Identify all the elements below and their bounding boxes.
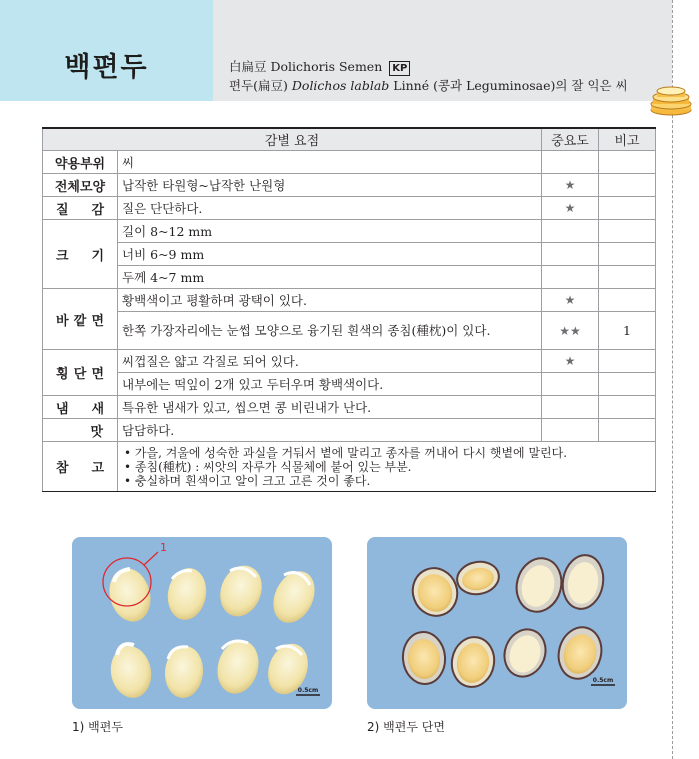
seed-section [401,630,447,685]
table-row [43,220,656,243]
photo-seeds [72,537,332,709]
header-main: 감별 요점 [43,128,542,151]
scale-label: 0.5cm [297,687,319,694]
definition-prefix: 편두(扁豆) [229,78,288,93]
subtitle-line [229,57,410,76]
table-row [43,197,656,220]
reference-item: • 가을, 겨울에 성숙한 과실을 거둬서 볕에 말리고 종자를 꺼내어 다시 햇볕에 말린다. [124,446,651,460]
label-shape: 전체모양 [43,174,118,197]
seed-section [406,562,464,622]
seed-section [553,622,607,683]
seed [164,565,210,623]
seed [104,564,157,627]
cell-size-length: 길이 8~12 mm [118,220,542,243]
star-texture: ★ [542,197,599,220]
cell-size-thickness: 두께 4~7 mm [118,266,542,289]
cell-part: 씨 [118,151,542,174]
cell-taste: 담담하다. [118,419,542,442]
reference-item: • 충실하며 흰색이고 알이 크고 고른 것이 좋다. [124,474,651,488]
kp-badge: KP [389,61,410,76]
definition-scientific: Dolichos lablab [291,78,390,93]
cell-size-width: 너비 6~9 mm [118,243,542,266]
label-section: 횡 단 면 [43,350,118,396]
definition-line [229,76,628,94]
table-row [43,243,656,266]
photo-cross-sections [367,537,627,709]
cell-surface-2: 한쪽 가장자리에는 눈썹 모양으로 융기된 흰색의 종침(種枕)이 있다. [118,312,542,350]
seed-section [559,552,608,612]
star-section-1: ★ [542,350,599,373]
seed-section [455,559,502,598]
seed [107,643,155,701]
seed-section [511,553,567,617]
table-row [43,442,656,492]
seed-section [498,624,552,683]
identification-table [42,127,656,492]
caption-photo-1: 1) 백편두 [72,720,123,734]
seed [265,564,322,629]
star-shape: ★ [542,174,599,197]
seed [213,560,268,623]
caption-photo-2: 2) 백편두 단면 [367,720,445,734]
reference-item: • 종침(種枕) : 씨앗의 자루가 식물체에 붙어 있는 부분. [124,460,651,474]
label-part: 약용부위 [43,151,118,174]
header-importance: 중요도 [542,128,599,151]
book-stack-icon [648,84,694,116]
label-surface: 바 깥 면 [43,289,118,350]
cell-reference [118,442,656,492]
page-title: 백편두 [64,52,149,83]
seed-section [448,634,498,691]
subtitle-hanja: 白扁豆 [229,59,267,74]
hilum-marker-line [144,552,158,565]
label-reference: 참 고 [43,442,118,492]
cell-odor: 특유한 냄새가 있고, 씹으면 콩 비린내가 난다. [118,396,542,419]
seed [163,644,205,699]
table-row [43,174,656,197]
label-size: 크 기 [43,220,118,289]
header-note: 비고 [599,128,656,151]
cell-texture: 질은 단단하다. [118,197,542,220]
label-texture: 질 감 [43,197,118,220]
table-row [43,289,656,312]
hilum-marker-label: 1 [160,541,167,554]
title-box [0,0,213,101]
table-row [43,151,656,174]
table-row [43,373,656,396]
table-row [43,396,656,419]
definition-rest: Linné (콩과 Leguminosae)의 잘 익은 씨 [393,78,628,93]
cell-shape: 납작한 타원형~납작한 난원형 [118,174,542,197]
table-row [43,350,656,373]
note-surface-2: 1 [599,312,656,350]
seed [212,636,265,699]
cell-surface-1: 황백색이고 평활하며 광택이 있다. [118,289,542,312]
label-taste: 맛 [43,419,118,442]
scale-label: 0.5cm [592,677,614,684]
label-odor: 냄 새 [43,396,118,419]
table-row [43,312,656,350]
table-row [43,266,656,289]
subtitle-latin: Dolichoris Semen [270,59,383,74]
star-surface-2: ★★ [542,312,599,350]
table-row [43,419,656,442]
star-surface-1: ★ [542,289,599,312]
cell-section-2: 내부에는 떡잎이 2개 있고 두터우며 황백색이다. [118,373,542,396]
cell-section-1: 씨껍질은 얇고 각질로 되어 있다. [118,350,542,373]
